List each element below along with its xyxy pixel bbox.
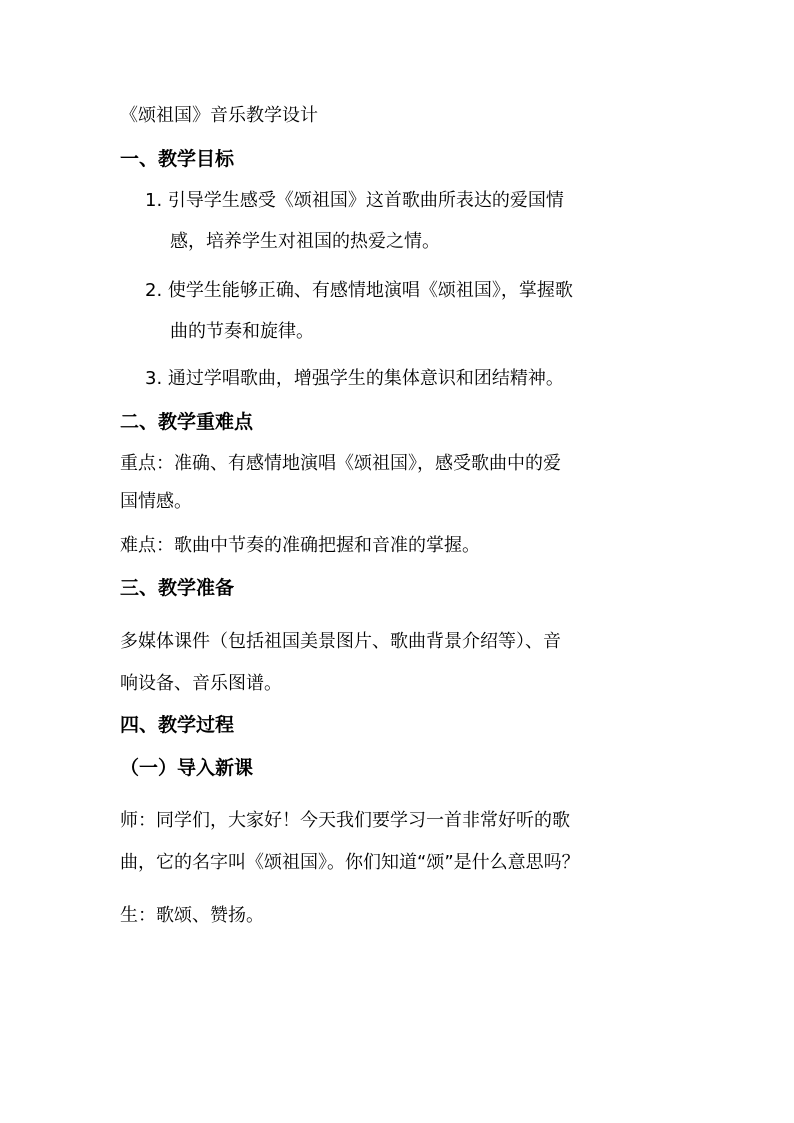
difficulty-line: 难点：歌曲中节奏的准确把握和音准的掌握。 [120,535,480,556]
preparation-line2: 响设备、音乐图谱。 [120,673,282,694]
section-heading-objectives: 一、教学目标 [120,148,235,170]
section-heading-key-points: 二、教学重难点 [120,411,254,433]
key-point-line2: 国情感。 [120,491,192,512]
document-title: 《颂祖国》音乐教学设计 [120,105,318,126]
objective-2-line1: 2. 使学生能够正确、有感情地演唱《颂祖国》，掌握歌 [145,280,573,301]
section-heading-process: 四、教学过程 [120,714,235,736]
objective-3-line1: 3. 通过学唱歌曲，增强学生的集体意识和团结精神。 [145,368,564,389]
student-line: 生：歌颂、赞扬。 [120,905,264,926]
preparation-line1: 多媒体课件（包括祖国美景图片、歌曲背景介绍等）、音 [120,631,561,652]
teacher-line1: 师：同学们，大家好！今天我们要学习一首非常好听的歌 [120,810,570,831]
section-heading-preparation: 三、教学准备 [120,577,235,599]
sub-heading-introduction: （一）导入新课 [120,757,254,779]
objective-2-line2: 曲的节奏和旋律。 [170,321,314,342]
objective-1-line1: 1. 引导学生感受《颂祖国》这首歌曲所表达的爱国情 [145,190,564,211]
teacher-line2: 曲，它的名字叫《颂祖国》。你们知道“颂”是什么意思吗？ [120,852,580,873]
objective-1-line2: 感，培养学生对祖国的热爱之情。 [170,231,440,252]
key-point-line1: 重点：准确、有感情地演唱《颂祖国》，感受歌曲中的爱 [120,453,561,474]
